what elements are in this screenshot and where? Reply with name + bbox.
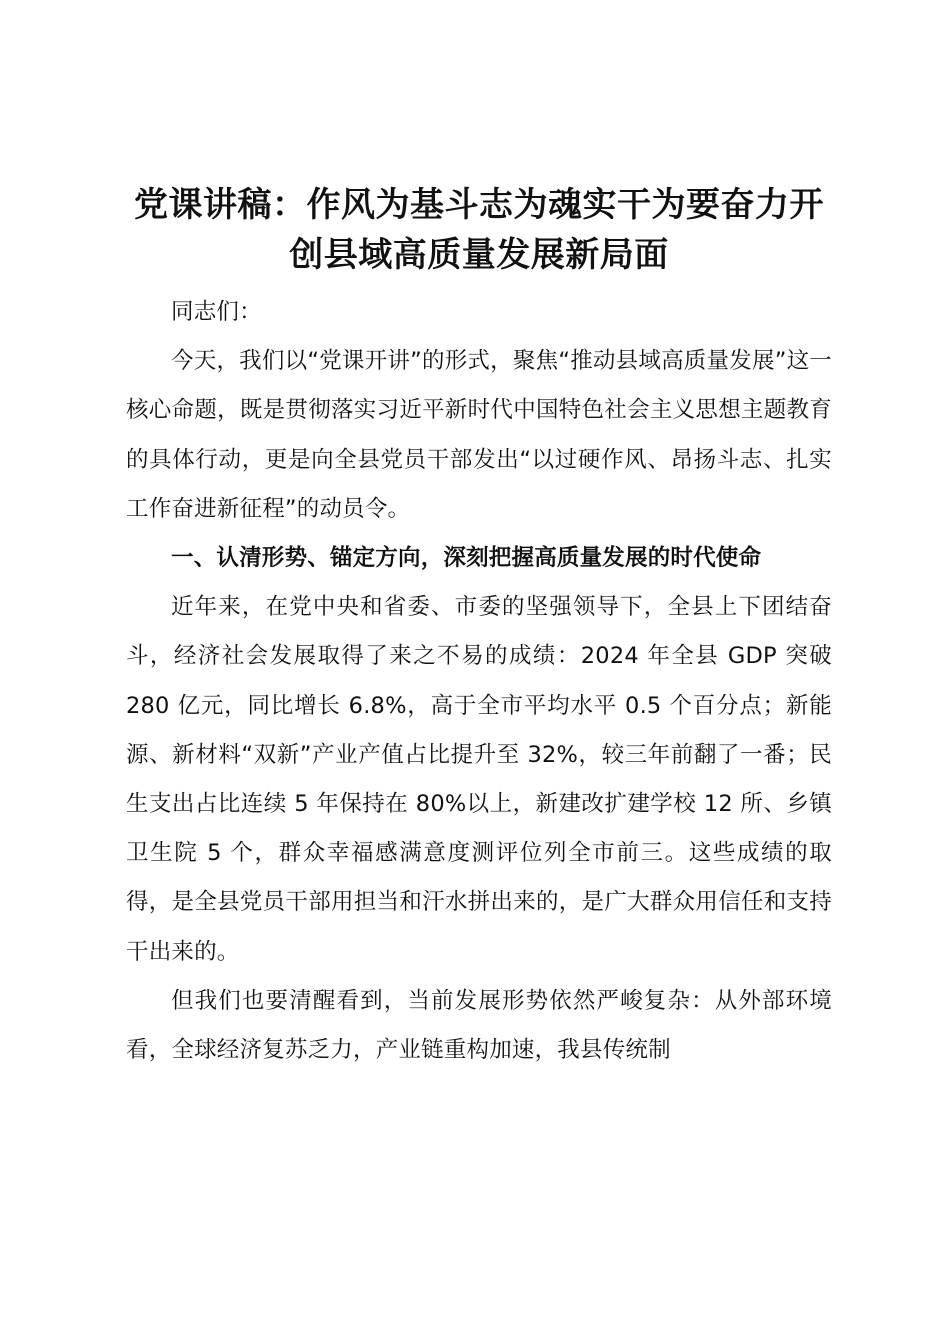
challenges-paragraph: 但我们也要清醒看到，当前发展形势依然严峻复杂：从外部环境看，全球经济复苏乏力，产业链重构加速，我县传统制 <box>126 987 832 1064</box>
achievements-paragraph: 近年来，在党中央和省委、市委的坚强领导下，全县上下团结奋斗，经济社会发展取得了来之不易的成绩：2024 年全县 GDP 突破 280 亿元，同比增长 6.8%，高于全市平均水平 0.5 个百分点；新能源、新材料“双新”产业产值占比提升至 32%，较三年前翻了一番；民生支出占比连续 5 年保持在 80%以上，新建改扩建学校 12 所、乡镇卫生院 5 个，群众幸福感满意度测评位列全市前三。这些成绩的取得，是全县党员干部用担当和汗水拼出来的，是广大群众用信任和支持干出来的。 <box>126 594 832 965</box>
section-heading-1: 一、认清形势、锚定方向，深刻把握高质量发展的时代使命 <box>171 545 762 572</box>
salutation: 同志们： <box>171 299 262 325</box>
document-title: 党课讲稿：作风为基斗志为魂实干为要奋力开创县域高质量发展新局面 <box>134 185 824 275</box>
opening-paragraph: 今天，我们以“党课开讲”的形式，聚焦“推动县域高质量发展”这一核心命题，既是贯彻落实习近平新时代中国特色社会主义思想主题教育的具体行动，更是向全县党员干部发出“以过硬作风、昂扬斗志、扎实工作奋进新征程”的动员令。 <box>126 348 832 522</box>
document-body <box>126 180 832 1075</box>
